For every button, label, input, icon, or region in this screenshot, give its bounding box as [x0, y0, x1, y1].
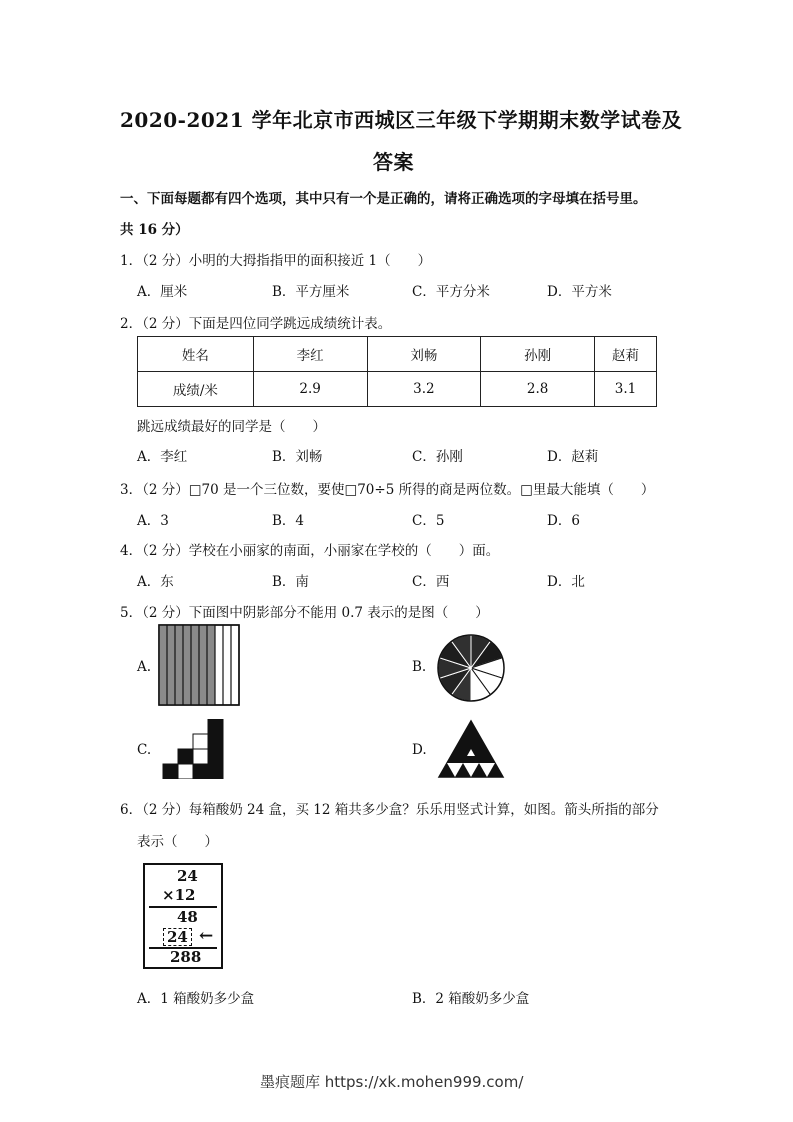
calc-multiplier: ×12: [162, 886, 196, 904]
question-1-option-b: B．平方厘米: [272, 284, 350, 300]
question-4-option-d: D．北: [547, 574, 585, 590]
question-4-option-a: A．东: [137, 574, 174, 590]
table-cell: 3.1: [595, 372, 657, 407]
vertical-multiplication-figure: [143, 863, 223, 969]
table-row: [138, 372, 657, 407]
table-cell: 赵莉: [595, 337, 657, 372]
question-3-option-b: B．4: [272, 513, 305, 529]
figure-b-label: B.: [412, 659, 427, 675]
figure-c-label: C.: [137, 742, 152, 758]
question-5-stem: 5．（2 分）下面图中阴影部分不能用 0.7 表示的是图（ ）: [120, 605, 489, 621]
question-1-option-c: C．平方分米: [412, 284, 490, 300]
arrow-left-icon: ←: [199, 926, 214, 946]
table-cell: 李红: [253, 337, 367, 372]
question-4-stem: 4．（2 分）学校在小丽家的南面，小丽家在学校的（ ）面。: [120, 543, 500, 559]
page-title-continued: 答案: [373, 150, 414, 174]
question-2-option-b: B．刘畅: [272, 449, 323, 465]
section-heading: 一、下面每题都有四个选项，其中只有一个是正确的，请将正确选项的字母填在括号里。: [120, 191, 647, 207]
figure-b-shaded-circle: [436, 633, 506, 703]
question-2-option-d: D．赵莉: [547, 449, 599, 465]
question-2-option-a: A．李红: [137, 449, 188, 465]
table-header-row: [138, 337, 657, 372]
calc-result: 288: [170, 948, 202, 966]
table-cell: 姓名: [138, 337, 254, 372]
question-3-stem: 3．（2 分）□70 是一个三位数，要使□70÷5 所得的商是两位数。□里最大能填（ ）: [120, 482, 655, 498]
question-2-followup: 跳远成绩最好的同学是（ ）: [137, 419, 326, 435]
question-6-option-a: A．1 箱酸奶多少盒: [137, 991, 255, 1007]
figure-d-triangle: [437, 719, 505, 779]
figure-d-label: D.: [412, 742, 427, 758]
question-1-option-a: A．厘米: [137, 284, 188, 300]
question-4-option-c: C．西: [412, 574, 450, 590]
question-1-stem: 1．（2 分）小明的大拇指指甲的面积接近 1（ ）: [120, 253, 432, 269]
question-3-option-c: C．5: [412, 513, 445, 529]
question-2-option-c: C．孙刚: [412, 449, 463, 465]
calc-partial-product-2: 24: [163, 928, 192, 946]
table-cell: 刘畅: [367, 337, 481, 372]
table-cell: 3.2: [367, 372, 481, 407]
question-3-option-a: A．3: [137, 513, 169, 529]
figure-c-staircase: [162, 719, 224, 779]
figure-a-striped-rectangle: [158, 624, 240, 706]
page-title: 2020-2021 学年北京市西城区三年级下学期期末数学试卷及: [120, 108, 683, 132]
calc-partial-product-1: 48: [177, 908, 198, 926]
question-6-option-b: B．2 箱酸奶多少盒: [412, 991, 530, 1007]
question-6-stem-continued: 表示（ ）: [137, 834, 218, 850]
question-3-option-d: D．6: [547, 513, 580, 529]
figure-a-label: A.: [137, 659, 152, 675]
footer-watermark-link[interactable]: 墨痕题库 https://xk.mohen999.com/: [260, 1073, 524, 1091]
section-heading-continued: 共 16 分）: [120, 222, 189, 238]
question-4-option-b: B．南: [272, 574, 309, 590]
question-1-option-d: D．平方米: [547, 284, 612, 300]
table-cell: 成绩/米: [138, 372, 254, 407]
table-cell: 孙刚: [481, 337, 595, 372]
question-6-stem: 6．（2 分）每箱酸奶 24 盒，买 12 箱共多少盒？乐乐用竖式计算，如图。箭头所指的部分: [120, 802, 659, 818]
question-2-stem: 2．（2 分）下面是四位同学跳远成绩统计表。: [120, 316, 392, 332]
jump-score-table: [137, 336, 657, 407]
table-cell: 2.8: [481, 372, 595, 407]
table-cell: 2.9: [253, 372, 367, 407]
calc-multiplicand: 24: [177, 867, 198, 885]
